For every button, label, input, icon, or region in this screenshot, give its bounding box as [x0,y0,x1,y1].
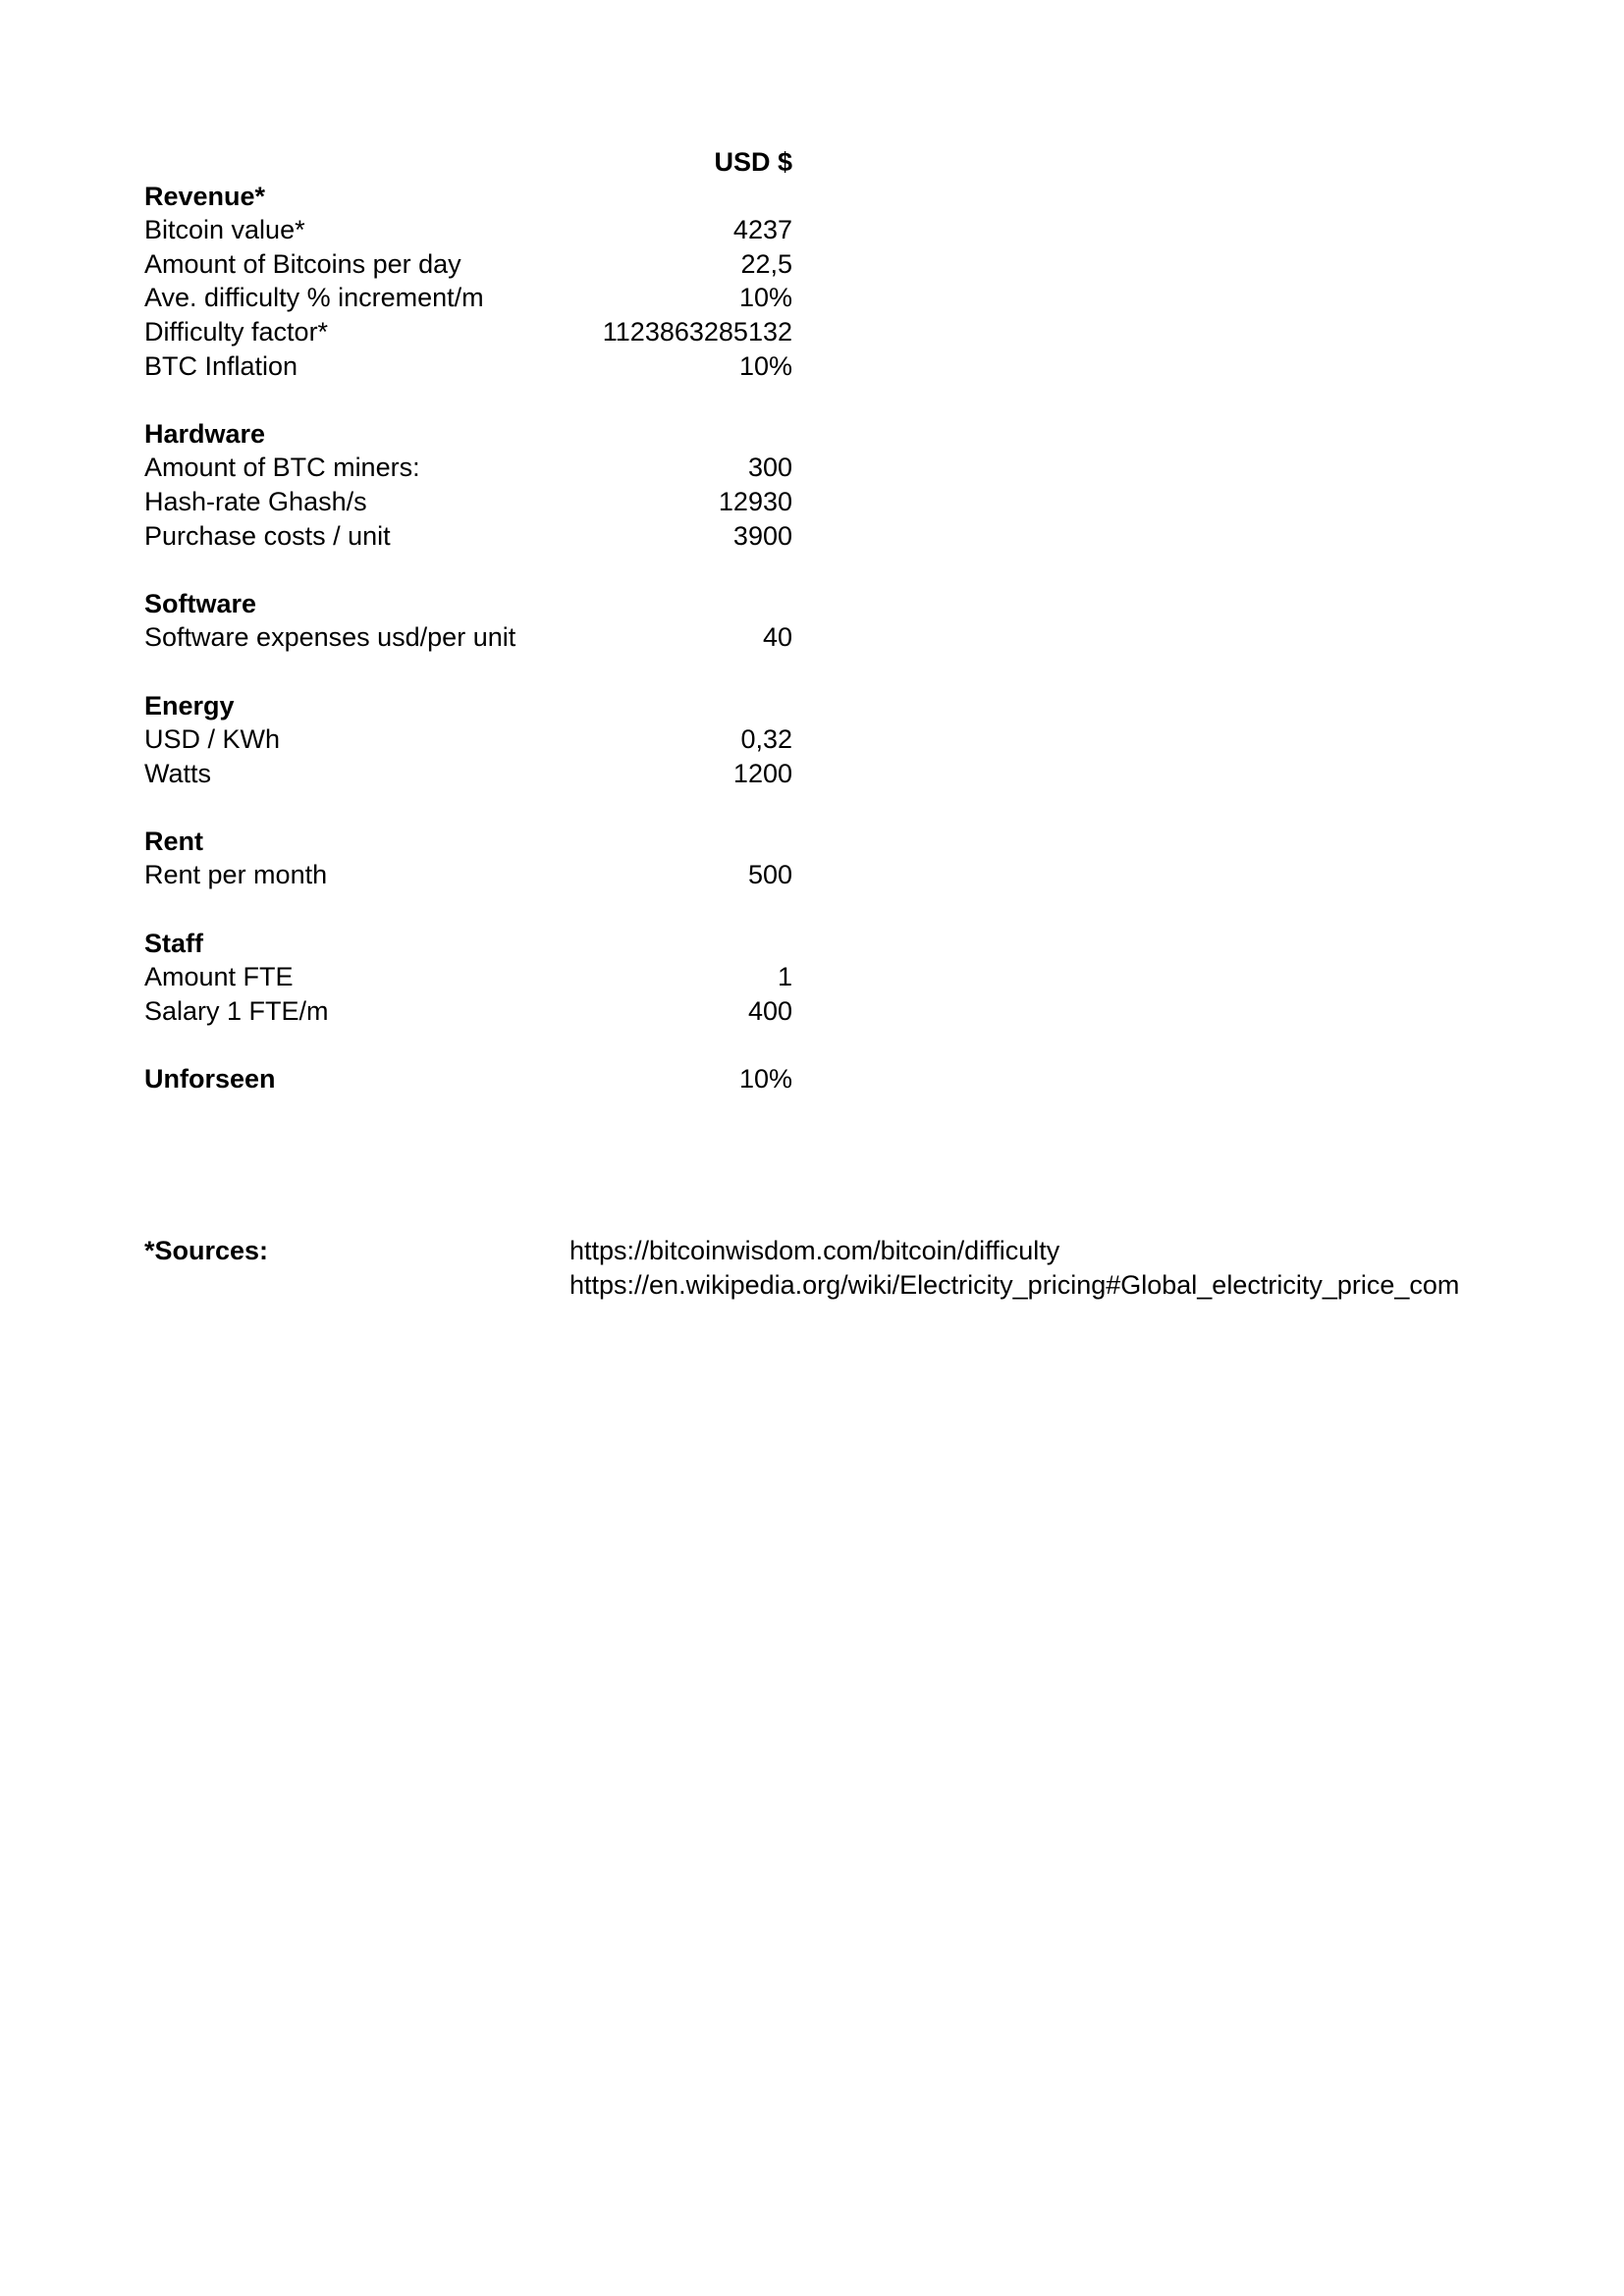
row-value: 3900 [732,520,792,551]
section-title: Hardware [144,418,266,449]
sources-label: *Sources: [144,1236,269,1265]
sheet-row [144,315,792,349]
row-value: 10% [738,350,792,381]
row-label: Amount of BTC miners: [144,453,420,483]
sheet-row [144,213,792,247]
sheet-row [144,349,792,384]
sheet-row [144,994,792,1029]
sheet-row [144,281,792,315]
currency-header-row [144,145,792,180]
row-label: Purchase costs / unit [144,520,391,551]
sheet-row [144,960,792,994]
row-label: Amount FTE [144,962,294,992]
sheet-row [144,757,792,791]
row-value: 1123863285132 [602,316,792,347]
row-label: Bitcoin value* [144,215,305,245]
currency-header: USD $ [714,147,792,177]
unforseen-value: 10% [738,1064,792,1095]
unforseen-row [144,1062,792,1096]
section-title: Software [144,588,257,618]
section-spacer [144,553,792,587]
row-label: Hash-rate Ghash/s [144,486,367,516]
sheet-row [144,247,792,282]
sheet-row [144,519,792,554]
row-label: Salary 1 FTE/m [144,995,329,1026]
row-label: Rent per month [144,860,328,890]
cost-sheet [144,145,792,1096]
row-value: 0,32 [740,724,792,755]
section-software [144,587,792,621]
row-value: 1 [777,962,792,992]
section-spacer [144,892,792,927]
section-title: Revenue* [144,181,266,211]
section-spacer [144,790,792,825]
sheet-row [144,722,792,757]
unforseen-label: Unforseen [144,1064,276,1095]
section-spacer [144,655,792,689]
row-value: 12930 [718,486,792,516]
row-label: Ave. difficulty % increment/m [144,283,484,313]
row-label: Software expenses usd/per unit [144,622,516,653]
sources-row [144,1268,1578,1303]
row-value: 300 [747,453,792,483]
row-value: 500 [747,860,792,890]
row-label: Difficulty factor* [144,316,329,347]
row-value: 4237 [732,215,792,245]
section-title: Rent [144,826,203,856]
source-link[interactable]: https://bitcoinwisdom.com/bitcoin/difficulty [569,1236,1060,1265]
row-label: Watts [144,758,212,788]
row-value: 22,5 [740,248,792,279]
section-staff [144,927,792,961]
sources-row [144,1234,1578,1268]
section-revenue [144,180,792,214]
sheet-row [144,451,792,485]
section-spacer [144,1028,792,1062]
row-label: Amount of Bitcoins per day [144,248,461,279]
row-value: 400 [747,995,792,1026]
source-link[interactable]: https://en.wikipedia.org/wiki/Electricity_pricing#Global_electricity_price_com [569,1269,1460,1300]
section-title: Energy [144,690,235,721]
section-hardware [144,417,792,452]
sources-block [144,1234,1578,1302]
section-rent [144,825,792,859]
row-value: 40 [762,622,792,653]
row-label: USD / KWh [144,724,281,755]
sources-label-spacer [144,1268,569,1303]
sheet-row [144,620,792,655]
section-title: Staff [144,928,203,958]
sheet-row [144,858,792,892]
section-spacer [144,383,792,417]
sheet-row [144,485,792,519]
section-energy [144,689,792,723]
row-label: BTC Inflation [144,350,298,381]
row-value: 1200 [732,758,792,788]
row-value: 10% [738,283,792,313]
